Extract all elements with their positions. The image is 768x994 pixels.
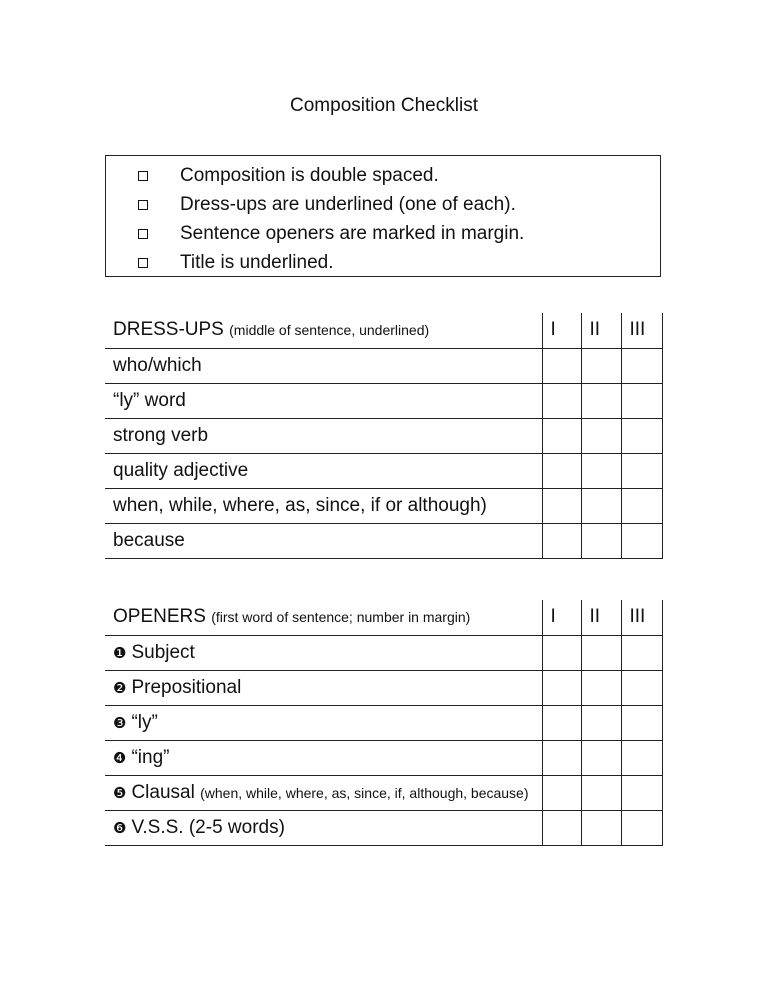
table-row bbox=[105, 810, 662, 845]
table-row bbox=[105, 670, 662, 705]
check-cell-i[interactable] bbox=[542, 383, 581, 418]
row-label: who/which bbox=[105, 348, 542, 383]
opener-label: Subject bbox=[131, 641, 195, 663]
check-cell-iii[interactable] bbox=[621, 775, 662, 810]
check-cell-iii[interactable] bbox=[621, 670, 662, 705]
table-row bbox=[105, 453, 662, 488]
check-cell-ii[interactable] bbox=[581, 705, 621, 740]
number-3-icon: ❸ bbox=[113, 714, 127, 732]
checklist-item-label: Sentence openers are marked in margin. bbox=[180, 222, 525, 244]
number-4-icon: ❹ bbox=[113, 749, 127, 767]
check-cell-ii[interactable] bbox=[581, 488, 621, 523]
check-cell-ii[interactable] bbox=[581, 635, 621, 670]
table-row bbox=[105, 418, 662, 453]
checkbox[interactable] bbox=[138, 171, 148, 181]
row-label bbox=[105, 810, 542, 845]
checklist-item bbox=[106, 161, 660, 190]
row-label: quality adjective bbox=[105, 453, 542, 488]
row-label: “ly” word bbox=[105, 383, 542, 418]
table-row bbox=[105, 383, 662, 418]
column-header-iii: III bbox=[621, 313, 662, 348]
check-cell-ii[interactable] bbox=[581, 670, 621, 705]
row-label bbox=[105, 635, 542, 670]
check-cell-iii[interactable] bbox=[621, 635, 662, 670]
check-cell-i[interactable] bbox=[542, 523, 581, 558]
checklist-item bbox=[106, 248, 660, 277]
check-cell-ii[interactable] bbox=[581, 810, 621, 845]
opener-label: Clausal bbox=[131, 781, 195, 803]
checklist-item-label: Composition is double spaced. bbox=[180, 164, 439, 186]
column-header-i: I bbox=[542, 313, 581, 348]
check-cell-ii[interactable] bbox=[581, 523, 621, 558]
opener-label: V.S.S. (2-5 words) bbox=[131, 816, 285, 838]
row-label bbox=[105, 775, 542, 810]
column-header-i: I bbox=[542, 600, 581, 635]
row-label: strong verb bbox=[105, 418, 542, 453]
checklist-item-label: Title is underlined. bbox=[180, 251, 334, 273]
check-cell-i[interactable] bbox=[542, 635, 581, 670]
table-row bbox=[105, 635, 662, 670]
table-row bbox=[105, 705, 662, 740]
table-row bbox=[105, 488, 662, 523]
opener-label: “ing” bbox=[131, 746, 170, 768]
check-cell-i[interactable] bbox=[542, 740, 581, 775]
check-cell-i[interactable] bbox=[542, 705, 581, 740]
dress-ups-heading bbox=[105, 313, 542, 348]
check-cell-i[interactable] bbox=[542, 775, 581, 810]
table-row bbox=[105, 740, 662, 775]
openers-table bbox=[105, 600, 663, 846]
opener-label: “ly” bbox=[131, 711, 158, 733]
number-6-icon: ❻ bbox=[113, 819, 127, 837]
check-cell-iii[interactable] bbox=[621, 418, 662, 453]
table-row bbox=[105, 775, 662, 810]
check-cell-iii[interactable] bbox=[621, 488, 662, 523]
check-cell-iii[interactable] bbox=[621, 740, 662, 775]
table-header-row bbox=[105, 313, 662, 348]
checkbox[interactable] bbox=[138, 229, 148, 239]
check-cell-iii[interactable] bbox=[621, 348, 662, 383]
checklist-item-label: Dress-ups are underlined (one of each). bbox=[180, 193, 516, 215]
check-cell-iii[interactable] bbox=[621, 810, 662, 845]
number-5-icon: ❺ bbox=[113, 784, 127, 802]
check-cell-i[interactable] bbox=[542, 488, 581, 523]
check-cell-i[interactable] bbox=[542, 348, 581, 383]
check-cell-iii[interactable] bbox=[621, 705, 662, 740]
page-title: Composition Checklist bbox=[290, 95, 478, 116]
openers-title: OPENERS bbox=[113, 606, 206, 628]
check-cell-i[interactable] bbox=[542, 453, 581, 488]
number-1-icon: ❶ bbox=[113, 644, 127, 662]
check-cell-i[interactable] bbox=[542, 418, 581, 453]
row-label bbox=[105, 705, 542, 740]
row-label bbox=[105, 740, 542, 775]
check-cell-iii[interactable] bbox=[621, 383, 662, 418]
openers-heading bbox=[105, 600, 542, 635]
dress-ups-title: DRESS-UPS bbox=[113, 319, 224, 341]
check-cell-iii[interactable] bbox=[621, 523, 662, 558]
checkbox[interactable] bbox=[138, 258, 148, 268]
row-label: because bbox=[105, 523, 542, 558]
row-label bbox=[105, 670, 542, 705]
check-cell-i[interactable] bbox=[542, 810, 581, 845]
column-header-iii: III bbox=[621, 600, 662, 635]
column-header-ii: II bbox=[581, 313, 621, 348]
composition-checklist bbox=[105, 155, 661, 277]
checklist-item bbox=[106, 190, 660, 219]
column-header-ii: II bbox=[581, 600, 621, 635]
number-2-icon: ❷ bbox=[113, 679, 127, 697]
check-cell-i[interactable] bbox=[542, 670, 581, 705]
table-row bbox=[105, 348, 662, 383]
opener-note: (when, while, where, as, since, if, although, because) bbox=[200, 784, 529, 801]
table-row bbox=[105, 523, 662, 558]
check-cell-ii[interactable] bbox=[581, 383, 621, 418]
check-cell-ii[interactable] bbox=[581, 740, 621, 775]
check-cell-ii[interactable] bbox=[581, 418, 621, 453]
checklist-item bbox=[106, 219, 660, 248]
check-cell-ii[interactable] bbox=[581, 348, 621, 383]
openers-note: (first word of sentence; number in margin) bbox=[211, 609, 471, 626]
check-cell-ii[interactable] bbox=[581, 775, 621, 810]
opener-label: Prepositional bbox=[131, 676, 242, 698]
dress-ups-note: (middle of sentence, underlined) bbox=[229, 322, 430, 339]
dress-ups-table bbox=[105, 313, 663, 559]
checkbox[interactable] bbox=[138, 200, 148, 210]
check-cell-iii[interactable] bbox=[621, 453, 662, 488]
row-label: when, while, where, as, since, if or although) bbox=[105, 488, 542, 523]
check-cell-ii[interactable] bbox=[581, 453, 621, 488]
table-header-row bbox=[105, 600, 662, 635]
